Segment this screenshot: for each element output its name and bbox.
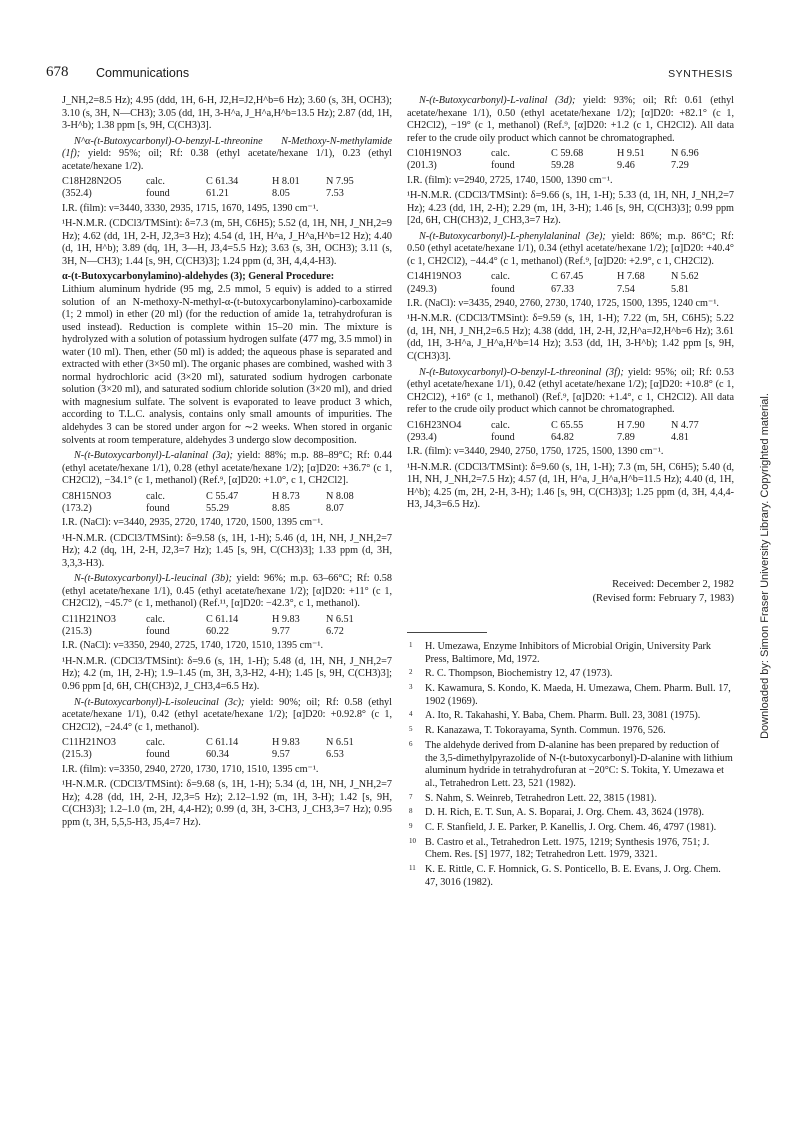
table-row: C16H23NO4 calc. C 65.55 H 7.90 N 4.77	[407, 419, 699, 431]
elemental-analysis-table	[62, 491, 376, 515]
reference-item: 1 H. Umezawa, Enzyme Inhibitors of Microbial Origin, University Park Press, Baltimore, Md, 1972.	[409, 640, 712, 665]
download-watermark: Downloaded by: Simon Fraser University Library. Copyrighted material.	[759, 393, 771, 739]
journal-name: SYNTHESIS	[668, 68, 733, 80]
received-date: Received: December 2, 1982	[612, 578, 734, 590]
nmr-data: ¹H-N.M.R. (CDCl3/TMSint): δ=9.60 (s, 1H, 1-H); 7.3 (m, 5H, C6H5); 5.40 (d, 1H, NH, J_NH,2=7.5 Hz); 4.57 (d, 1H, H^a, J_H^a,H^b=11.5 Hz); 4.40 (d, 1H, H^b); 4.25 (m, 2H, 2-H, 3-H); 1.46 [s, 9H, C(CH3)3]; 1.25 ppm (d, 3H, 4,4,4-H3, J4,3=6.5 Hz).	[407, 461, 734, 511]
nmr-data: ¹H-N.M.R. (CDCl3/TMSint): δ=7.3 (m, 5H, C6H5); 5.52 (d, 1H, NH, J_NH,2=9 Hz); 4.62 (dd, 1H, 2-H, J2,3=3 Hz); 4.54 (d, 1H, H^a, J_H^a,H^b=12 Hz); 4.40 (d, 1H, H^b); 3.89 (dq, 1H, 3—H, J3,4=5.5 Hz); 3.63 (s, 3H, OCH3); 3.11 (s, 3H, N—CH3); 1.44 [s, 9H, C(CH3)3]; 1.24 ppm (d, 3H, 4,4,4-H3).	[62, 218, 392, 267]
compound-title: N-(t-Butoxycarbonyl)-L-alaninal (3a);	[74, 450, 233, 462]
compound-data: yield: 88%; m.p. 88–89°C; Rf: 0.44 (ethyl acetate/hexane 1/1), 0.28 (ethyl acetate/hexane 1/2); [α]D20: +36.7° (c 1, CH2Cl2), −34.1° (c 1, methanol) (Ref.⁹, [α]D20: +1.0°, c 1, CH2Cl2].	[62, 450, 392, 487]
nmr-data: ¹H-N.M.R. (CDCl3/TMSint): δ=9.58 (s, 1H, 1-H); 5.46 (d, 1H, NH, J_NH,2=7 Hz); 4.2 (dq, 1H, 2-H, J2,3=7 Hz); 1.45 [s, 9H, C(CH3)3]; 1.33 ppm (d, 3H, 3,3,3-H3).	[62, 532, 392, 569]
reference-item: 11 K. E. Rittle, C. F. Homnick, G. S. Ponticello, B. E. Evans, J. Org. Chem. 47, 3016 (1982).	[409, 864, 721, 888]
table-row: (352.4) found 61.21 8.05 7.53	[62, 188, 344, 200]
table-row: (215.3) found 60.34 9.57 6.53	[62, 749, 344, 761]
table-row: C14H19NO3 calc. C 67.45 H 7.68 N 5.62	[407, 271, 699, 283]
ir-data: I.R. (NaCl): ν=3440, 2935, 2720, 1740, 1720, 1500, 1395 cm⁻¹.	[62, 517, 324, 529]
elemental-analysis-table	[62, 176, 376, 200]
table-row: C11H21NO3 calc. C 61.14 H 9.83 N 6.51	[62, 737, 354, 749]
procedure-body: Lithium aluminum hydride (95 mg, 2.5 mmol, 5 equiv) is added to a stirred solution of an N-methoxy-N-methyl-α-(t-butoxycarbonylamino)-carboxamide (1; 2 mmol) in ether (20 ml) (for the reduction of amide 1a, tetrahydrofuran is used instead). Reduction is complete within 15–20 min. The mixture is hydrolyzed with a solution of potassium hydrogen sulfate (477 mg, 3.5 mmol) in water (10 ml). Then, ether (50 ml) is added; the aqueous phase is separated and extracted with ether (3×50 ml). The organic phases are combined, washed with 3 normal hydrochloric acid (3×20 ml), saturated sodium hydrogen carbonate solution (3×20 ml), and saturated sodium chloride solution (3×20 ml), and dried with magnesium sulfate. The solvent is evaporated to leave product 3 which, according to T.L.C. analysis, contains only small amounts of impurities. The aldehydes 3 can be stored under argon for ∼2 weeks. When stored in organic solvents at room temperature, aldehydes 3 undergo slow decomposition.	[62, 283, 392, 446]
compound-title: N-(t-Butoxycarbonyl)-O-benzyl-L-threoninal (3f);	[419, 366, 624, 378]
nmr-data: ¹H-N.M.R. (CDCl3/TMSint): δ=9.59 (s, 1H, 1-H); 7.22 (m, 5H, C6H5); 5.22 (d, 1H, NH, J_NH,2=6.5 Hz); 4.38 (ddd, 1H, 2-H, J2,H^a=J2,H^b=6 Hz); 3.61 (dd, 1H, 3-H^a, J_H^a,H^b=14 Hz); 3.53 (dd, 1H, 3-H^b); 1.42 ppm [s, 9H, C(CH3)3].	[407, 313, 734, 363]
elemental-analysis-table	[62, 737, 376, 761]
reference-item: 6 The aldehyde derived from D-alanine has been prepared by reduction of the 3,5-dimethylpyrazolide of N-(t-butoxycarbonyl)-D-alanine with lithium aluminum hydride in tetrahydrofuran at −20°C: S. Tokita, Y. Umezawa et al., Tetrahedron Lett. 23, 521 (1982).	[409, 739, 733, 789]
compound-entry	[62, 573, 392, 611]
compound-entry	[407, 367, 734, 417]
reference-item: 9 C. F. Stanfield, J. E. Parker, P. Kanellis, J. Org. Chem. 46, 4797 (1981).	[409, 822, 717, 834]
table-row: (293.4) found 64.82 7.89 4.81	[407, 431, 689, 443]
elemental-analysis-table	[407, 271, 721, 295]
reference-item: 8 D. H. Rich, E. T. Sun, A. S. Boparai, J. Org. Chem. 43, 3624 (1978).	[409, 807, 705, 819]
compound-data: yield: 95%; oil; Rf: 0.53 (ethyl acetate/hexane 1/1), 0.42 (ethyl acetate/hexane 1/2); [α]D20: +10.8° (c 1, CH2Cl2), +16° (c 1, methanol) (Ref.⁹, [α]D20: +1.4°, c 1, CH2Cl2). All data refer to the crude oily product which cannot be chromatographed.	[407, 366, 735, 416]
ir-data: I.R. (film): ν=3440, 2940, 2750, 1750, 1725, 1500, 1390 cm⁻¹.	[407, 446, 664, 458]
page-number: 678	[46, 64, 69, 80]
compound-data: yield: 86%; m.p. 86°C; Rf: 0.50 (ethyl acetate/hexane 1/1), 0.34 (ethyl acetate/hexane 1/2); [α]D20: +40.4° (c 1, CH2Cl2), −44.4° (c 1, methanol) (Ref.⁹, [α]D20: +2.9°, c 1, CH2Cl2).	[407, 230, 734, 267]
compound-entry	[62, 136, 392, 174]
table-row: (173.2) found 55.29 8.85 8.07	[62, 502, 344, 514]
compound-data: yield: 90%; oil; Rf: 0.58 (ethyl acetate/hexane 1/1), 0.42 (ethyl acetate/hexane 1/2); [α]D20: +0.92.8° (c 1, CH2Cl2), −24.4° (c 1, methanol).	[62, 696, 392, 733]
compound-title: N-(t-Butoxycarbonyl)-L-valinal (3d);	[419, 95, 576, 106]
table-row: (249.3) found 67.33 7.54 5.81	[407, 283, 689, 295]
right-column	[407, 95, 734, 892]
compound-title: N-(t-Butoxycarbonyl)-L-phenylalaninal (3e);	[419, 230, 606, 242]
compound-data: yield: 95%; oil; Rf: 0.38 (ethyl acetate/hexane 1/1), 0.23 (ethyl acetate/hexane 1/2).	[62, 148, 392, 172]
table-row: C8H15NO3 calc. C 55.47 H 8.73 N 8.08	[62, 490, 354, 502]
compound-entry	[62, 450, 392, 488]
compound-entry	[407, 231, 734, 269]
reference-item: 5 R. Kanazawa, T. Tokorayama, Synth. Commun. 1976, 526.	[409, 725, 666, 737]
compound-title: N-(t-Butoxycarbonyl)-L-leucinal (3b);	[74, 573, 232, 585]
ir-data: I.R. (NaCl): ν=3435, 2940, 2760, 2730, 1740, 1725, 1500, 1395, 1240 cm⁻¹.	[407, 297, 719, 309]
reference-item: 2 R. C. Thompson, Biochemistry 12, 47 (1973).	[409, 668, 613, 680]
compound-entry	[62, 697, 392, 735]
compound-data: yield: 96%; m.p. 63–66°C; Rf: 0.58 (ethyl acetate/hexane 1/1), 0.45 (ethyl acetate/hexane 1/2); [α]D20: +11° (c 1, CH2Cl2), −45.7° (c 1, methanol) (Ref.¹¹, [α]D20: −42.3°, c 1, methanol).	[62, 573, 392, 610]
nmr-data: ¹H-N.M.R. (CDCl3/TMSint): δ=9.68 (s, 1H, 1-H); 5.34 (d, 1H, NH, J_NH,2=7 Hz); 4.28 (dd, 1H, 2-H, J2,3=5 Hz); 2.12–1.92 (m, 1H, 3-H); 1.42 [s, 9H, C(CH3)3]; 1.2–1.0 (m, 2H, 4,4-H2); 0.99 (d, 3H, 3-CH3, J_CH3,3=7 Hz); 0.95 ppm (t, 3H, 5,5,5-H3, J5,4=7 Hz).	[62, 779, 392, 828]
compound-title: N^α-(t-Butoxycarbonyl)-O-benzyl-L-threonine N-Methoxy-N-methylamide (1f);	[62, 135, 392, 160]
table-row: C10H19NO3 calc. C 59.68 H 9.51 N 6.96	[407, 148, 699, 160]
ir-data: I.R. (film): ν=3350, 2940, 2720, 1730, 1710, 1510, 1395 cm⁻¹.	[62, 763, 319, 775]
table-row: (201.3) found 59.28 9.46 7.29	[407, 160, 689, 172]
procedure-heading: α-(t-Butoxycarbonylamino)-aldehydes (3); General Procedure:	[62, 271, 335, 283]
elemental-analysis-table	[407, 148, 721, 172]
reference-item: 10 B. Castro et al., Tetrahedron Lett. 1975, 1219; Synthesis 1976, 751; J. Chem. Res. [S] 1977, 182; Tetrahedron Lett. 1979, 3321.	[409, 836, 710, 861]
reference-item: 4 A. Ito, R. Takahashi, Y. Baba, Chem. Pharm. Bull. 23, 3081 (1975).	[409, 710, 701, 722]
compound-title: N-(t-Butoxycarbonyl)-L-isoleucinal (3c);	[74, 696, 245, 708]
table-row: C11H21NO3 calc. C 61.14 H 9.83 N 6.51	[62, 613, 354, 625]
nmr-data: ¹H-N.M.R. (CDCl3/TMSint): δ=9.6 (s, 1H, 1-H); 5.48 (d, 1H, NH, J_NH,2=7 Hz); 4.2 (m, 1H, 2-H); 1.9–1.45 (m, 3H, 3,3-H2, 4-H); 1.45 [s, 9H, C(CH3)3]; 0.96 ppm [d, 6H, CH(CH3)2, J_CH3,4=6.5 Hz).	[62, 655, 392, 692]
ir-data: I.R. (film): ν=2940, 2725, 1740, 1500, 1390 cm⁻¹.	[407, 174, 613, 186]
reference-list	[407, 641, 734, 890]
compound-data: yield: 93%; oil; Rf: 0.61 (ethyl acetate/hexane 1/1), 0.50 (ethyl acetate/hexane 1/2); [α]D20: +82.1° (c 1, CH2Cl2), −19° (c 1, methanol) (Ref.⁹, [α]D20: +1.2 (c 1, CH2Cl2). All data refer to the crude oily product which cannot be chromatographed.	[407, 95, 735, 144]
revised-date: (Revised form: February 7, 1983)	[592, 592, 734, 604]
running-head: Communications	[96, 66, 190, 80]
table-row: (215.3) found 60.22 9.77 6.72	[62, 626, 344, 638]
reference-item: 7 S. Nahm, S. Weinreb, Tetrahedron Lett. 22, 3815 (1981).	[409, 792, 657, 804]
ir-data: I.R. (film): ν=3440, 3330, 2935, 1715, 1670, 1495, 1390 cm⁻¹.	[62, 202, 319, 214]
reference-divider	[407, 632, 487, 633]
nmr-data: ¹H-N.M.R. (CDCl3/TMSint): δ=9.66 (s, 1H, 1-H); 5.33 (d, 1H, NH, J_NH,2=7 Hz); 4.23 (dd, 1H, 2-H); 2.29 (m, 1H, 3-H); 1.46 [s, 9H, C(CH3)3]; 0.99 ppm [2d, 6H, CH(CH3)2, J_CH3,3=7 Hz).	[407, 190, 734, 227]
compound-entry	[407, 95, 734, 145]
left-column	[62, 95, 392, 832]
ir-data: I.R. (NaCl): ν=3350, 2940, 2725, 1740, 1720, 1510, 1395 cm⁻¹.	[62, 640, 324, 652]
elemental-analysis-table	[407, 420, 721, 444]
reference-item: 3 K. Kawamura, S. Kondo, K. Maeda, H. Umezawa, Chem. Pharm. Bull. 17, 1902 (1969).	[409, 683, 731, 707]
table-row: C18H28N2O5 calc. C 61.34 H 8.01 N 7.95	[62, 176, 354, 188]
elemental-analysis-table	[62, 614, 376, 638]
received-dates	[407, 578, 734, 606]
paragraph: J_NH,2=8.5 Hz); 4.95 (ddd, 1H, 6-H, J2,H=J2,H^b=6 Hz); 3.60 (s, 3H, OCH3); 3.10 (s, 3H, N—CH3); 3.05 (dd, 1H, 3-H^a, J_H^a,H^b=13.5 Hz); 2.87 (dd, 1H, 3-H^b); 1.38 ppm [s, 9H, C(CH3)3].	[62, 95, 392, 132]
